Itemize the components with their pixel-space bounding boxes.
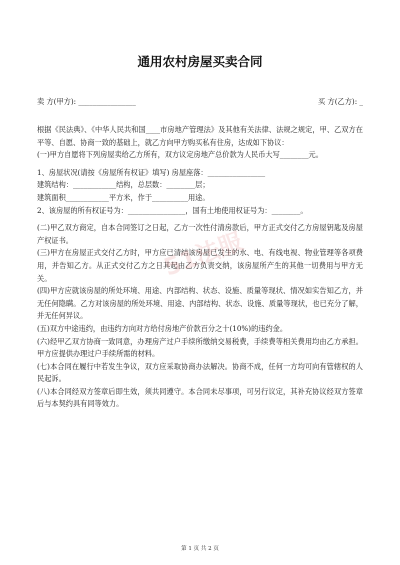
watermark-logo: 51法服	[160, 227, 247, 282]
contract-title: 通用农村房屋买卖合同	[137, 54, 263, 69]
paragraph-clause-6: (六)经甲乙双方协商一致同意，办理房产过户手续所缴纳交易税费，手续费等相关费用均由乙方承担。甲方应提供办理过户手续所需的材料。	[37, 336, 363, 359]
paragraph-area: 建筑面积____________平方米，作于__________用途。	[37, 192, 210, 202]
paragraph-clause-8: (八)本合同经双方签章后即生效，须共同遵守。本合同未尽事项，可另行议定，其补充协议经双方签章后与本契约具有同等效力。	[37, 386, 363, 409]
paragraph-clause-5: (五)双方中途违约，由违约方向对方给付房地产价款百分之十(10%)的违约金。	[37, 323, 288, 333]
paragraph-preamble: 根据《民法典》、《中华人民共和国____市房地产管理法》及其他有关法律、法规之规定，甲、乙双方在平等、自愿、协商一致的基础上，就乙方向甲方购买私有住房，达成如下协议：	[37, 125, 363, 147]
buyer-field: 买 方(乙方): _	[318, 97, 363, 106]
paragraph-clause-7: (七)本合同在履行中若发生争议，双方应采取协商办法解决。协商不成，任何一方均可向有管辖权的人民起诉。	[37, 361, 363, 384]
paragraph-clause-2: (二)甲乙双方商定，自本合同签订之日起，乙方一次性付清房款后，甲方正式交付乙方房屋钥匙及房屋产权证书。	[37, 223, 363, 245]
paragraph-clause-4: (四)甲方应就该房屋的所处环境、用途、内部结构、状态、设施、质量等现状、情况如实告知乙方，并无任何隐瞒。乙方对该房屋的所处环境、用途、内部结构、状态、设施、质量等现状，也已充分了解，并无任何异议。	[37, 286, 363, 321]
paragraph-property-location: 1、房屋状况(请按《房屋所有权证》填写) 房屋座落：________________	[37, 167, 266, 177]
page-number: 第 1 页 共 2 页	[181, 546, 219, 552]
paragraph-structure: 建筑结构：____________结构，总层数：________层；	[37, 180, 210, 190]
paragraph-certificate: 2、该房屋的所有权证号为：________________，国有土地使用权证号为：________。	[37, 205, 308, 215]
paragraph-clause-1: (一)甲方自愿将下列房屋卖给乙方所有，双方议定房地产总价款为人民币大写________元。	[37, 150, 323, 160]
paragraph-clause-3: (三)甲方在房屋正式交付乙方时，甲方应已清结该房屋已发生的水、电、有线电视、物业管理等各项费用，并告知乙方。从正式交付乙方之日其起由乙方负责交纳，该房屋所产生的其他一切费用与甲方无关。	[37, 248, 363, 283]
seller-field: 卖 方(甲方): ________________	[37, 97, 136, 106]
